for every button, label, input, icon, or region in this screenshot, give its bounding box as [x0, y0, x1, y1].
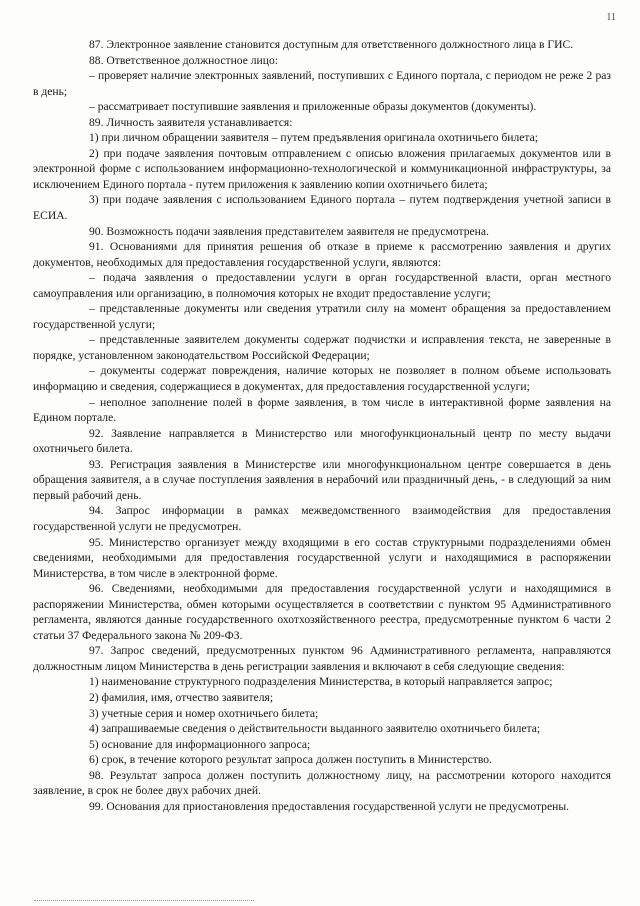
page-number: 11 [606, 12, 616, 23]
list-item-89-3: 3) при подаче заявления с использованием Единого портала – путем подтверждения учетной записи в ЕСИА. [33, 193, 611, 223]
list-item-88-review: – рассматривает поступившие заявления и приложенные образы документов (документы). [89, 100, 537, 114]
list-item-97-2: 2) фамилия, имя, отчество заявителя; [89, 690, 274, 704]
list-item-97-5: 5) основание для информационного запроса; [89, 737, 311, 751]
list-item-89-2: 2) при подаче заявления почтовым отправлением с описью вложения прилагаемых документов или в электронной форме с использованием информационно-технологической и коммуникационной инфраструктуры, за исключением Единого портала - путем приложения к заявлению копии охотничьего билета; [33, 146, 611, 191]
list-item-88-check: – проверяет наличие электронных заявлений, поступивших с Единого портала, с периодом не реже 2 раз в день; [33, 69, 611, 98]
list-item-89-1: 1) при личном обращении заявителя – путем предъявления оригинала охотничьего билета; [89, 131, 539, 145]
list-item-91-expired: – представленные документы или сведения утратили силу на момент обращения за предоставлением государственной услуги; [33, 302, 611, 331]
list-item-91-damaged: – документы содержат повреждения, наличие которых не позволяет в полном объеме использовать информацию и сведения, содержащиеся в документах, для предоставления государственной услуги; [33, 364, 611, 394]
paragraph-87: 87. Электронное заявление становится доступным для ответственного должностного лица в ГИС. [89, 38, 574, 51]
paragraph-97: 97. Запрос сведений, предусмотренных пунктом 96 Административного регламента, направляются должностным лицом Министерства в день регистрации заявления и включают в себя следующие сведения: [33, 644, 611, 673]
list-item-97-3: 3) учетные серия и номер охотничьего билета; [89, 706, 319, 720]
list-item-97-4: 4) запрашиваемые сведения о действительности выданного заявителю охотничьего билета; [89, 722, 541, 736]
paragraph-94: 94. Запрос информации в рамках межведомственного взаимодействия для предоставления государственной услуги не предусмотрен. [33, 504, 611, 533]
footer-divider [34, 900, 254, 901]
paragraph-89: 89. Личность заявителя устанавливается: [89, 115, 293, 129]
paragraph-88: 88. Ответственное должностное лицо: [89, 53, 278, 67]
list-item-91-wrong-authority: – подача заявления о предоставлении услуги в орган государственной власти, орган местного самоуправления или организацию, в полномочия которых не входит предоставление услуги; [33, 271, 611, 300]
paragraph-96: 96. Сведениями, необходимыми для предоставления государственной услуги и находящимися в распоряжении Министерства, обмен которыми осуществляется в соответствии с пунктом 95 Административного регламента, являются данные государственного охотхозяйственного реестра, предусмотренные пунктом 6 части 2 статьи 37 Федерального закона № 209-ФЗ. [33, 582, 611, 642]
list-item-97-6: 6) срок, в течение которого результат запроса должен поступить в Министерство. [89, 753, 492, 767]
document-body [33, 37, 611, 814]
paragraph-98: 98. Результат запроса должен поступить должностному лицу, на рассмотрении которого находится заявление, в срок не более двух рабочих дней. [33, 768, 611, 798]
list-item-91-incomplete: – неполное заполнение полей в форме заявления, в том числе в интерактивной форме заявления на Едином портале. [33, 395, 611, 425]
paragraph-99: 99. Основания для приостановления предоставления государственной услуги не предусмотрены. [89, 799, 570, 813]
paragraph-95: 95. Министерство организует между входящими в его состав структурными подразделениями обмен сведениями, необходимыми для предоставления государственной услуги и находящимися в распоряжении Министерства, в том числе в электронной форме. [33, 535, 611, 580]
paragraph-91: 91. Основаниями для принятия решения об отказе в приеме к рассмотрению заявления и других документов, необходимых для предоставления государственной услуги, являются: [33, 240, 611, 269]
paragraph-90: 90. Возможность подачи заявления представителем заявителя не предусмотрена. [89, 224, 489, 238]
paragraph-92: 92. Заявление направляется в Министерство или многофункциональный центр по месту выдачи охотничьего билета. [33, 426, 611, 456]
list-item-91-corrections: – представленные заявителем документы содержат подчистки и исправления текста, не заверенные в порядке, установленном законодательством Российской Федерации; [33, 333, 611, 362]
list-item-97-1: 1) наименование структурного подразделения Министерства, в который направляется запрос; [89, 675, 553, 689]
paragraph-93: 93. Регистрация заявления в Министерстве или многофункциональном центре совершается в день обращения заявителя, а в случае поступления заявления в нерабочий или праздничный день, - в следующий за ним первый рабочий день. [33, 457, 611, 502]
